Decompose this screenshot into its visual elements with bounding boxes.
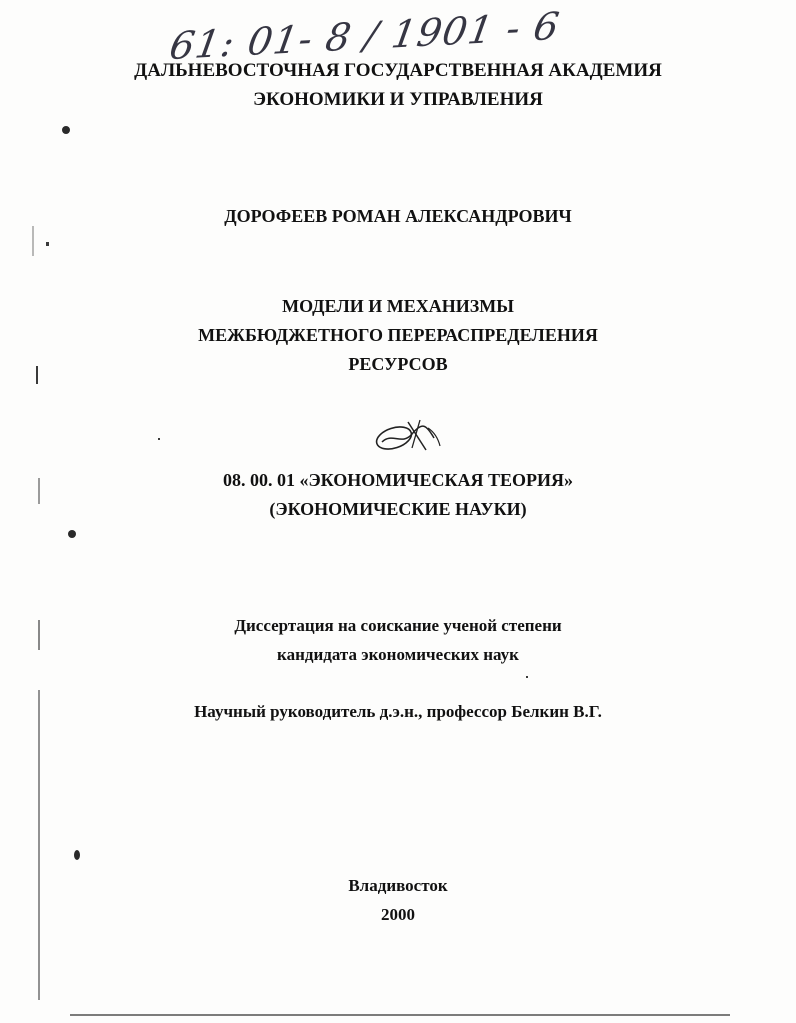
city: Владивосток [348,876,448,895]
handwritten-code-text: 61: 01- 8 / 1901 - 6 [166,3,563,69]
scan-line [38,620,40,650]
scan-line [38,478,40,504]
specialty-field: (ЭКОНОМИЧЕСКИЕ НАУКИ) [269,499,527,519]
specialty-code: 08. 00. 01 «ЭКОНОМИЧЕСКАЯ ТЕОРИЯ» [222,470,574,490]
institution-line-1: ДАЛЬНЕВОСТОЧНАЯ ГОСУДАРСТВЕННАЯ АКАДЕМИЯ [134,60,662,81]
scan-line [36,366,38,384]
scan-line [38,690,40,1000]
institution-line-2: ЭКОНОМИКИ И УПРАВЛЕНИЯ [253,89,543,110]
scientific-advisor: Научный руководитель д.э.н., профессор Белкин В.Г. [194,702,602,721]
year: 2000 [381,905,415,924]
scan-speck [158,438,160,440]
author-name: ДОРОФЕЕВ РОМАН АЛЕКСАНДРОВИЧ [224,206,572,226]
scan-speck [46,242,49,246]
handwritten-archive-code [162,3,563,69]
scan-speck [74,850,80,860]
scan-speck [62,126,70,134]
degree-line-2: кандидата экономических наук [277,645,519,664]
scan-speck [68,530,76,538]
title-line-3: РЕСУРСОВ [348,354,448,374]
scan-line [32,226,34,256]
scan-speck [526,676,528,678]
title-line-1: МОДЕЛИ И МЕХАНИЗМЫ [282,296,514,316]
bottom-edge-line [70,1014,730,1016]
title-line-2: МЕЖБЮДЖЕТНОГО ПЕРЕРАСПРЕДЕЛЕНИЯ [198,325,598,345]
degree-line-1: Диссертация на соискание ученой степени [234,616,562,635]
signature-mark-icon [368,412,448,460]
